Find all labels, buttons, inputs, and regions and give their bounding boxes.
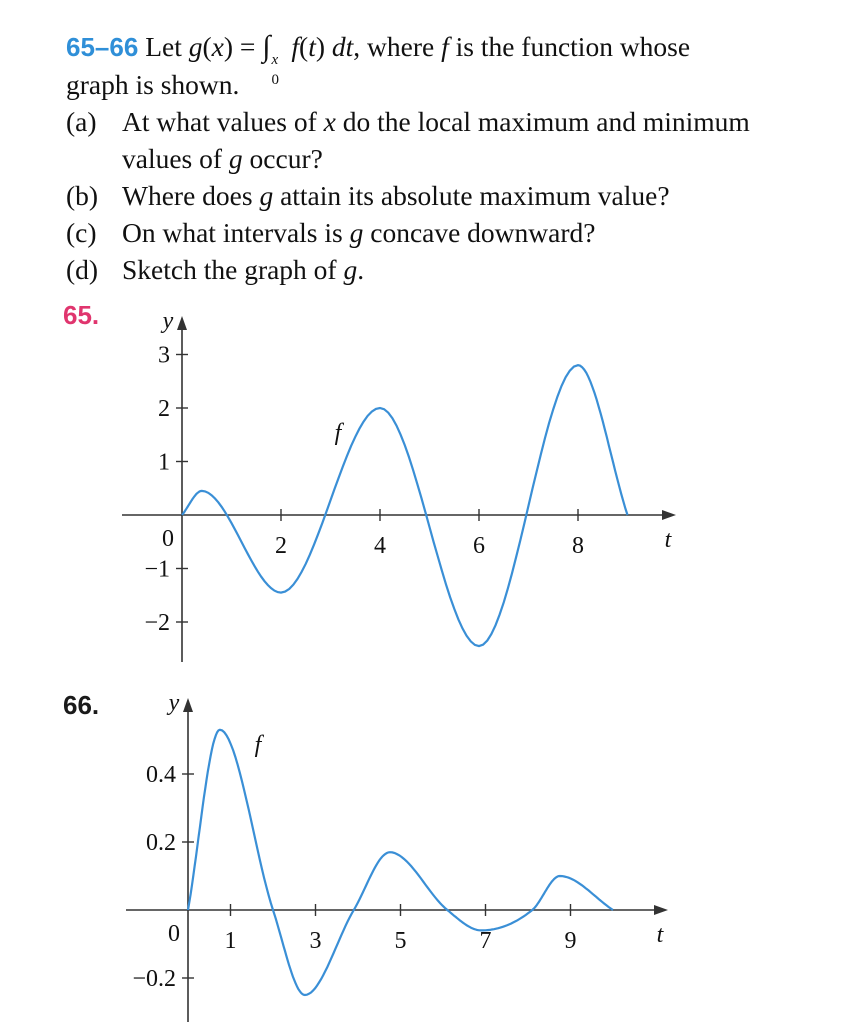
x-tick-label: 5: [394, 928, 407, 954]
origin-label: 0: [162, 526, 174, 552]
y-axis-label: y: [162, 308, 174, 334]
f-symbol: f: [441, 31, 449, 62]
integral-lower-limit: 0: [271, 72, 280, 88]
y-tick-label: 0.2: [146, 830, 176, 856]
x-axis-label: t: [656, 922, 664, 948]
part-label: (c): [66, 217, 97, 248]
g-symbol: g: [349, 217, 364, 248]
x-tick-label: 1: [224, 928, 237, 954]
integral-upper-limit: x: [271, 52, 279, 68]
x-tick-label: 8: [572, 533, 584, 559]
part-c: [66, 214, 846, 251]
x-tick-label: 9: [564, 928, 577, 954]
differential: dt: [331, 31, 354, 62]
exercise-65-label: 65.: [63, 300, 100, 330]
y-tick-label: 0.4: [146, 762, 176, 788]
curve-label-f: f: [334, 420, 342, 446]
x-tick-label: 7: [479, 928, 492, 954]
f-curve: [188, 730, 613, 995]
x-tick-label: 6: [473, 533, 485, 559]
g-symbol: g: [259, 180, 274, 211]
part-label: (a): [66, 106, 97, 137]
x-symbol: x: [211, 31, 224, 62]
g-symbol: g: [343, 254, 358, 285]
y-axis-label: y: [168, 690, 180, 716]
part-text: .: [357, 254, 365, 285]
origin-label: 0: [168, 921, 180, 947]
y-tick-label: 2: [158, 396, 170, 422]
curve-label-f: f: [254, 732, 262, 758]
part-a: [66, 103, 846, 177]
x-symbol: x: [323, 106, 336, 137]
intro-suffix: , where: [353, 31, 435, 62]
y-tick-label: −0.2: [132, 966, 176, 992]
part-text: On what intervals is: [122, 217, 343, 248]
integrand-symbol: f: [291, 31, 300, 62]
part-text: values of: [122, 143, 223, 174]
part-b: [66, 177, 846, 214]
problem-text: [66, 28, 846, 288]
integrand-var: t: [308, 31, 316, 62]
intro-tail: is the function whose: [455, 31, 691, 62]
g-symbol: g: [188, 31, 203, 62]
y-tick-label: −2: [144, 610, 170, 636]
part-d: [66, 251, 846, 288]
part-text: Where does: [122, 180, 253, 211]
graph-66: [0, 690, 863, 1024]
problem-number: 65–66: [66, 32, 139, 62]
y-axis-arrow-icon: [183, 698, 193, 712]
g-symbol: g: [228, 143, 243, 174]
x-axis-arrow-icon: [662, 510, 676, 520]
y-tick-label: 1: [158, 449, 170, 476]
y-tick-label: 3: [158, 342, 170, 369]
part-label: (b): [66, 180, 99, 211]
x-tick-label: 3: [309, 928, 322, 954]
intro-prefix: Let: [145, 31, 182, 62]
y-tick-label: −1: [144, 556, 170, 583]
x-tick-label: 4: [374, 533, 386, 559]
part-text: Sketch the graph of: [122, 254, 337, 285]
problem-line-2: graph is shown.: [66, 69, 240, 100]
x-axis-label: t: [664, 527, 672, 553]
part-label: (d): [66, 254, 99, 285]
x-axis-arrow-icon: [654, 905, 668, 915]
part-text: At what values of: [122, 106, 317, 137]
x-tick-label: 2: [275, 533, 287, 559]
y-axis-arrow-icon: [177, 316, 187, 330]
graph-65: [0, 300, 863, 670]
part-text: attain its absolute maximum value?: [280, 180, 670, 211]
part-text: occur?: [249, 143, 323, 174]
exercise-66-label: 66.: [63, 690, 100, 720]
part-text: do the local maximum and minimum: [342, 106, 750, 137]
integral-sign: ∫: [262, 30, 271, 63]
f-curve: [182, 365, 628, 646]
part-text: concave downward?: [370, 217, 596, 248]
problem-statement: 65–66 Let g(x) = ∫ x 0 f(t) dt, where f is the function whose: [66, 28, 846, 66]
equals-sign: =: [239, 31, 256, 62]
